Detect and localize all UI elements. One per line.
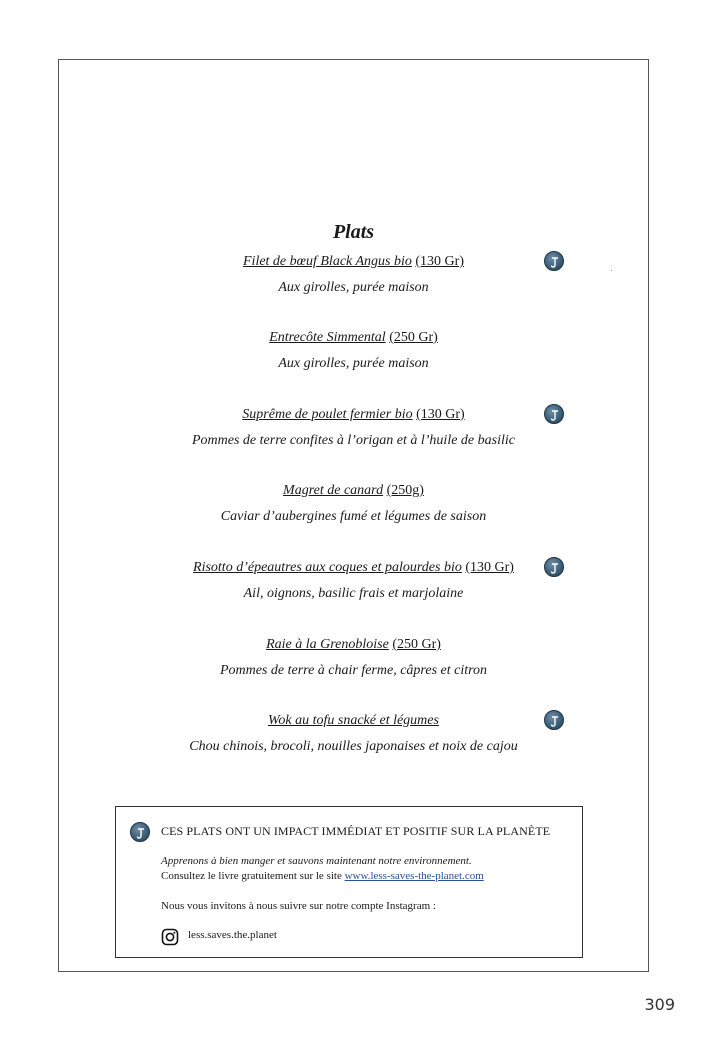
- instagram-icon: [161, 928, 179, 946]
- planet-logo-icon: [544, 557, 564, 577]
- planet-logo-icon: [544, 251, 564, 271]
- planet-logo-icon: [130, 822, 150, 842]
- instagram-handle[interactable]: less.saves.the.planet: [188, 929, 277, 941]
- dish-name: Risotto d’épeautres aux coques et palourdes bio (130 Gr): [193, 560, 514, 575]
- dish-name: Entrecôte Simmental (250 Gr): [269, 330, 438, 345]
- dish-name: Wok au tofu snacké et légumes: [268, 713, 439, 728]
- dish-item: [59, 636, 648, 680]
- dish-name: Raie à la Grenobloise (250 Gr): [266, 637, 441, 652]
- site-link[interactable]: www.less-saves-the-planet.com: [344, 870, 484, 882]
- page-title: Plats: [332, 221, 375, 243]
- dish-name: Suprême de poulet fermier bio (130 Gr): [242, 407, 465, 422]
- dish-description: Ail, oignons, basilic frais et marjolaine: [243, 586, 464, 601]
- eco-site-line: Consultez le livre gratuitement sur le site www.less-saves-the-planet.com: [161, 870, 484, 882]
- dish-item: [59, 482, 648, 526]
- dish-description: Pommes de terre confites à l’origan et à l’huile de basilic: [192, 433, 515, 448]
- eco-instagram-invite: Nous vous invitons à nous suivre sur notre compte Instagram :: [161, 900, 436, 912]
- eco-info-box: [115, 806, 583, 958]
- dish-description: Pommes de terre à chair ferme, câpres et citron: [219, 663, 488, 678]
- dish-name: Magret de canard (250g): [283, 483, 424, 498]
- dish-description: Chou chinois, brocoli, nouilles japonaises et noix de cajou: [189, 739, 518, 754]
- eco-tagline: Apprenons à bien manger et sauvons maintenant notre environnement.: [161, 855, 472, 867]
- eco-heading: CES PLATS ONT UN IMPACT IMMÉDIAT ET POSITIF SUR LA PLANÈTE: [161, 824, 551, 838]
- page-number: 309: [644, 995, 675, 1014]
- dish-description: Caviar d’aubergines fumé et légumes de saison: [220, 509, 487, 524]
- dish-description: Aux girolles, purée maison: [278, 280, 429, 295]
- dish-name: Filet de bœuf Black Angus bio (130 Gr): [243, 254, 464, 269]
- dish-item: [59, 329, 648, 373]
- planet-logo-icon: [544, 404, 564, 424]
- planet-logo-icon: [544, 710, 564, 730]
- dish-description: Aux girolles, purée maison: [278, 356, 429, 371]
